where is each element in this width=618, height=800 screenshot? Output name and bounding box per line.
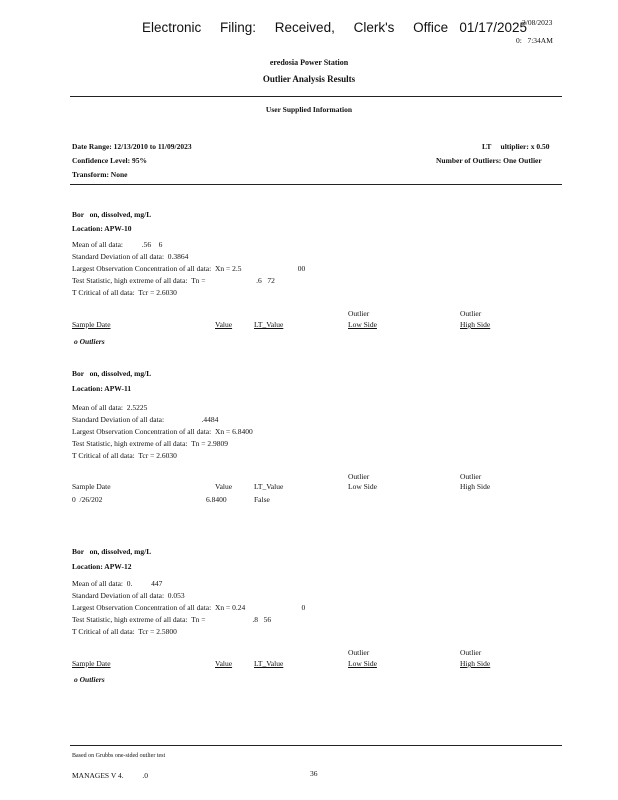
parameter-name: Bor on, dissolved, mg/L: [72, 369, 152, 378]
col-outlier-low: Outlier: [348, 648, 370, 657]
no-outliers-note: o Outliers: [74, 337, 105, 346]
t-critical: T Critical of all data: Tcr = 2.6030: [72, 451, 177, 460]
table-row-value: 6.8400: [206, 495, 227, 504]
col-value: Value: [215, 320, 233, 329]
t-critical: T Critical of all data: Tcr = 2.5800: [72, 627, 177, 636]
col-value: Value: [215, 659, 233, 668]
test-statistic: Test Statistic, high extreme of all data: Tn = .8 56: [72, 615, 272, 624]
col-lt-value: LT_Value: [254, 482, 284, 491]
print-date: 2/08/2023: [522, 18, 553, 27]
divider: [70, 96, 562, 97]
col-sample-date: Sample Date: [72, 482, 111, 491]
section-title: User Supplied Information: [265, 105, 353, 114]
divider: [70, 184, 562, 185]
col-lt-value: LT_Value: [254, 659, 284, 668]
mean: Mean of all data: 2.5225: [72, 403, 148, 412]
col-high-side: High Side: [460, 320, 491, 329]
col-high-side: High Side: [460, 659, 491, 668]
test-statistic: Test Statistic, high extreme of all data: Tn = 2.9809: [72, 439, 229, 448]
page-number: 36: [310, 769, 318, 778]
largest-observation: Largest Observation Concentration of all data: Xn = 2.5 00: [72, 264, 306, 273]
report-title: Outlier Analysis Results: [262, 74, 356, 84]
col-sample-date: Sample Date: [72, 659, 111, 668]
test-statistic: Test Statistic, high extreme of all data: Tn = .6 72: [72, 276, 275, 285]
col-outlier-low: Outlier: [348, 472, 370, 481]
col-low-side: Low Side: [348, 482, 377, 491]
largest-observation: Largest Observation Concentration of all data: Xn = 0.24 0: [72, 603, 306, 612]
software-version: MANAGES V 4. .0: [72, 771, 148, 780]
col-low-side: Low Side: [348, 320, 377, 329]
station-name: eredosia Power Station: [269, 58, 349, 67]
footer-note: Based on Grubbs one-sided outlier test: [72, 753, 166, 759]
parameter-name: Bor on, dissolved, mg/L: [72, 547, 152, 556]
col-outlier-high: Outlier: [460, 472, 482, 481]
location: Location: APW-12: [72, 562, 132, 571]
location: Location: APW-11: [72, 384, 132, 393]
location: Location: APW-10: [72, 224, 132, 233]
std-dev: Standard Deviation of all data: .4484: [72, 415, 219, 424]
col-high-side: High Side: [460, 482, 491, 491]
t-critical: T Critical of all data: Tcr = 2.6030: [72, 288, 177, 297]
print-time: 0: 7:34AM: [516, 36, 553, 45]
largest-observation: Largest Observation Concentration of all data: Xn = 6.8400: [72, 427, 253, 436]
date-range: Date Range: 12/13/2010 to 11/09/2023: [72, 142, 192, 151]
col-low-side: Low Side: [348, 659, 377, 668]
lt-multiplier: LT ultiplier: x 0.50: [482, 142, 550, 151]
transform: Transform: None: [72, 170, 128, 179]
col-outlier-high: Outlier: [460, 648, 482, 657]
col-outlier-low: Outlier: [348, 309, 370, 318]
col-sample-date: Sample Date: [72, 320, 111, 329]
no-outliers-note: o Outliers: [74, 675, 105, 684]
table-row-lt: False: [254, 495, 270, 504]
parameter-name: Bor on, dissolved, mg/L: [72, 210, 152, 219]
confidence-level: Confidence Level: 95%: [72, 156, 147, 165]
number-of-outliers: Number of Outliers: One Outlier: [436, 156, 542, 165]
col-value: Value: [215, 482, 233, 491]
filing-stamp: Electronic Filing: Received, Clerk's Office 01/17/2025: [142, 20, 527, 35]
table-row-date: 0 /26/202: [72, 495, 103, 504]
col-lt-value: LT_Value: [254, 320, 284, 329]
std-dev: Standard Deviation of all data: 0.3864: [72, 252, 189, 261]
mean: Mean of all data: .56 6: [72, 240, 163, 249]
std-dev: Standard Deviation of all data: 0.053: [72, 591, 185, 600]
footer-divider: [70, 745, 562, 746]
col-outlier-high: Outlier: [460, 309, 482, 318]
mean: Mean of all data: 0. 447: [72, 579, 163, 588]
